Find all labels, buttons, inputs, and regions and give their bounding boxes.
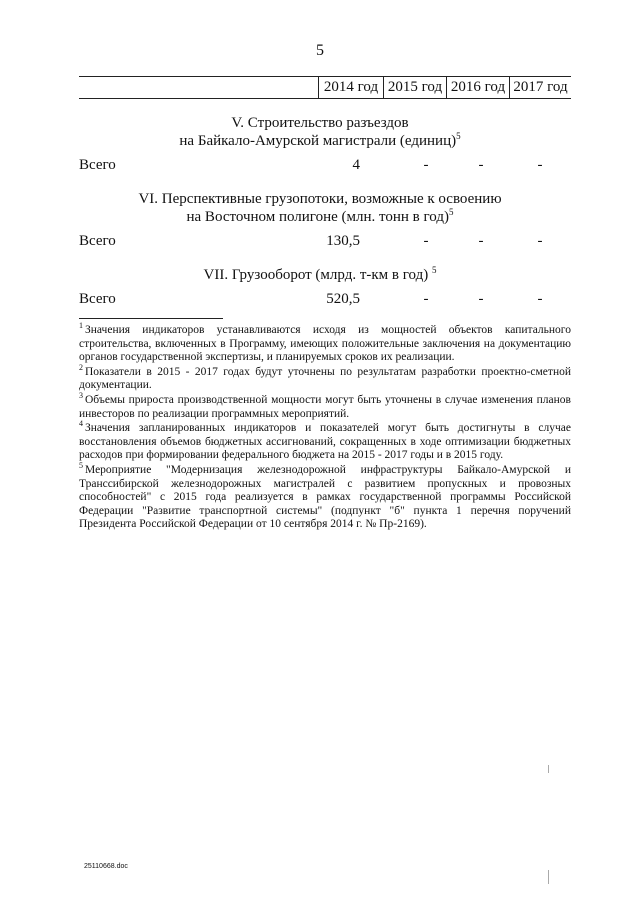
year-header-2015: 2015 год <box>383 77 446 98</box>
footnote-3-text: Объемы прироста производственной мощности могут быть уточнены в случае изменения планов инвесторов по реализации программных мероприятий. <box>79 393 571 420</box>
section-v-footnote-ref: 5 <box>456 131 461 141</box>
section-vii-title <box>60 266 580 284</box>
footnote-separator <box>79 318 223 319</box>
year-header-2016: 2016 год <box>446 77 509 98</box>
section-vi-title-line2: на Восточном полигоне (млн. тонн в год) <box>186 209 449 225</box>
footnote-5 <box>79 461 571 532</box>
section-vii-footnote-ref: 5 <box>431 265 437 275</box>
section-vi-value-2015: - <box>423 233 429 249</box>
section-v-row-label: Всего <box>79 157 116 173</box>
year-header-2014: 2014 год <box>318 77 383 98</box>
footnote-3-number: 3 <box>79 391 83 401</box>
footnote-1-number: 1 <box>79 321 83 331</box>
section-vi-row-label: Всего <box>79 233 116 249</box>
footnote-3 <box>79 391 571 421</box>
section-vii-row-label: Всего <box>79 291 116 307</box>
footnote-5-number: 5 <box>79 461 83 471</box>
page-number: 5 <box>316 42 324 59</box>
section-vi-title-line2-wrap <box>60 208 580 226</box>
scan-mark-1 <box>548 765 549 773</box>
section-v-value-2015: - <box>423 157 429 173</box>
footnote-4-number: 4 <box>79 419 83 429</box>
section-v-title-line2: на Байкало-Амурской магистрали (единиц) <box>179 133 457 149</box>
section-vii-value-2015: - <box>423 291 429 307</box>
section-vi-footnote-ref: 5 <box>449 207 454 217</box>
section-vi-value-2014: 130,5 <box>326 233 360 249</box>
section-vii-title-line1: VII. Грузооборот (млрд. т-км в год) <box>203 267 429 283</box>
footnote-4-text: Значения запланированных индикаторов и показателей могут быть достигнуты в случае восстановления объемов бюджетных ассигнований, сокращенных в ходе оптимизации бюджетных расходов при формировании федерального бюджета на 2015 - 2017 годы и в 2015 году. <box>79 422 571 462</box>
section-v-value-2016: - <box>478 157 484 173</box>
scan-mark-2 <box>548 870 549 884</box>
footnotes <box>79 321 571 533</box>
footnote-1-text: Значения индикаторов устанавливаются исходя из мощностей объектов капитального строительства, включенных в Программу, имеющих положительные заключения на документацию органов государственной экспертизы, и планируемых сроков их реализации. <box>79 324 571 364</box>
section-vi-title <box>60 190 580 226</box>
year-header-table <box>79 76 571 99</box>
section-vi-value-2016: - <box>478 233 484 249</box>
section-vii-value-2016: - <box>478 291 484 307</box>
footnote-2-number: 2 <box>79 362 83 372</box>
section-v-title-line2-wrap <box>60 132 580 150</box>
footnote-2-text: Показатели в 2015 - 2017 годах будут уточнены по результатам разработки проектно-сметной документации. <box>79 365 571 392</box>
section-vi-value-2017: - <box>537 233 543 249</box>
footnote-4 <box>79 419 571 463</box>
footnote-2 <box>79 362 571 393</box>
section-v-value-2014: 4 <box>352 157 360 173</box>
document-id: 25110668.doc <box>84 863 128 870</box>
section-v-title <box>60 114 580 150</box>
section-vii-title-line1-wrap <box>60 266 580 284</box>
section-vi-title-line1: VI. Перспективные грузопотоки, возможные к освоению <box>138 191 502 207</box>
year-header-2017: 2017 год <box>509 77 571 98</box>
section-vii-value-2014: 520,5 <box>326 291 360 307</box>
section-v-title-line1: V. Строительство разъездов <box>231 115 409 131</box>
footnote-1 <box>79 321 571 365</box>
section-v-value-2017: - <box>537 157 543 173</box>
footnote-5-text: Мероприятие "Модернизация железнодорожной инфраструктуры Байкало-Амурской и Транссибирской железнодорожных магистралей с развитием пропускных и провозных способностей" с 2015 года реализуется в рамках государственной программы Российской Федерации "Развитие транспортной системы" (подпункт "б" пункта 1 перечня поручений Президента Российской Федерации от 10 сентября 2014 г. № Пр-2169). <box>79 463 571 531</box>
section-vii-value-2017: - <box>537 291 543 307</box>
